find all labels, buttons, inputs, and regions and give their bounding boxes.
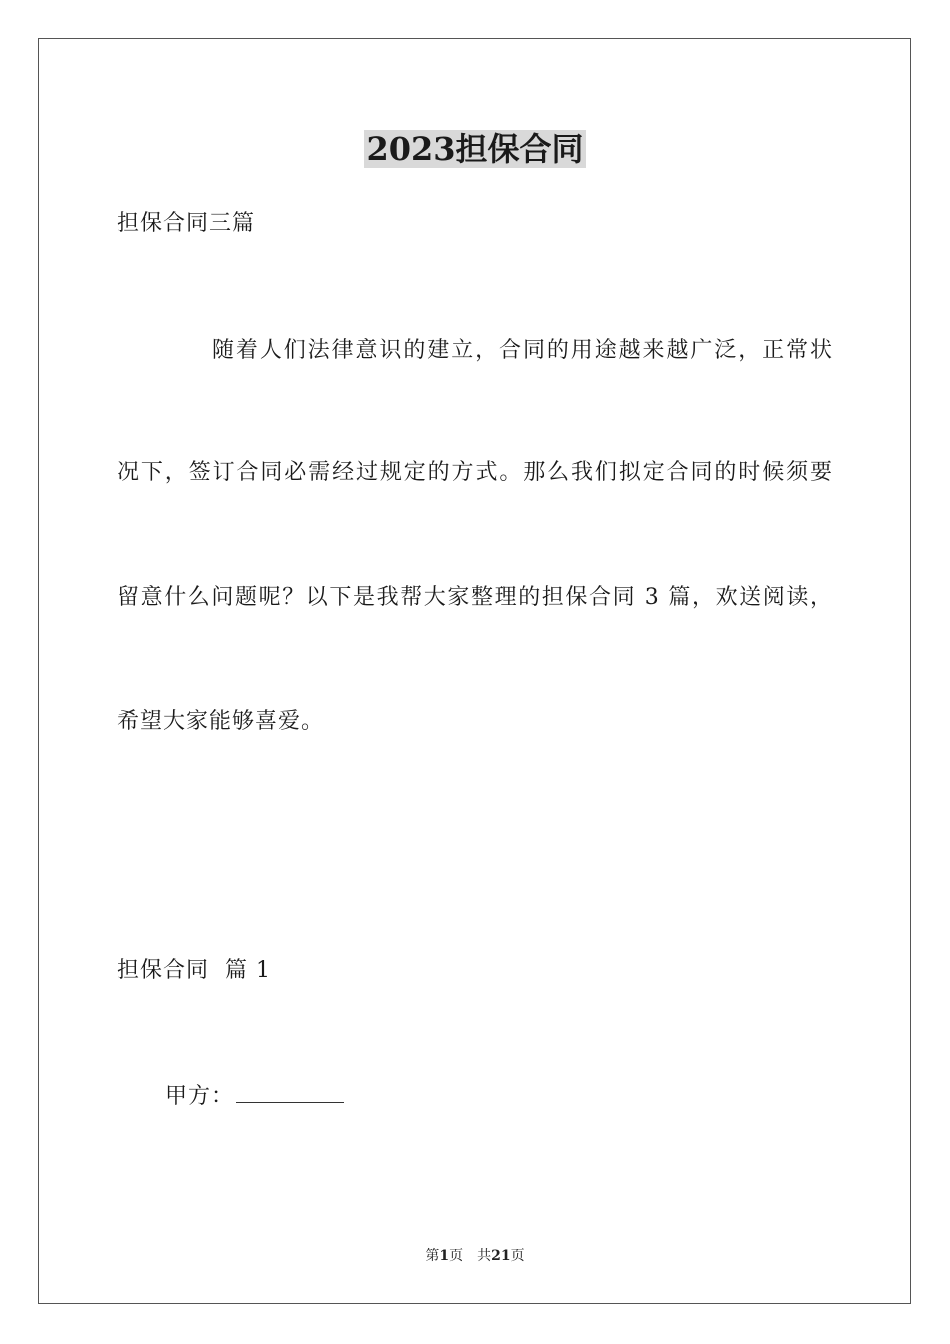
party-a-field (165, 1082, 344, 1112)
intro-paragraph-line-3: 留意什么问题呢？以下是我帮大家整理的担保合同 3 篇，欢送阅读， (117, 585, 833, 610)
footer-page-number: 1 (439, 1248, 450, 1264)
footer-page-prefix: 第 (425, 1248, 440, 1264)
footer-total-prefix: 共 (477, 1248, 492, 1264)
footer-total-suffix: 页 (510, 1248, 525, 1264)
party-a-blank (236, 1082, 344, 1103)
document-subtitle: 担保合同三篇 (117, 211, 256, 236)
footer-page-suffix: 页 (449, 1248, 464, 1264)
party-a-label: 甲方： (165, 1084, 235, 1109)
intro-paragraph-line-4: 希望大家能够喜爱。 (117, 709, 325, 734)
page-footer (0, 1246, 950, 1266)
intro-paragraph-line-2: 况下，签订合同必需经过规定的方式。那么我们拟定合同的时候须要 (117, 460, 833, 485)
footer-total-pages: 21 (491, 1248, 511, 1264)
document-title-text: 2023担保合同 (366, 130, 584, 168)
document-title (0, 126, 950, 172)
section-heading: 担保合同 篇 1 (117, 958, 271, 983)
intro-paragraph-line-1: 随着人们法律意识的建立，合同的用途越来越广泛，正常状 (212, 338, 833, 363)
